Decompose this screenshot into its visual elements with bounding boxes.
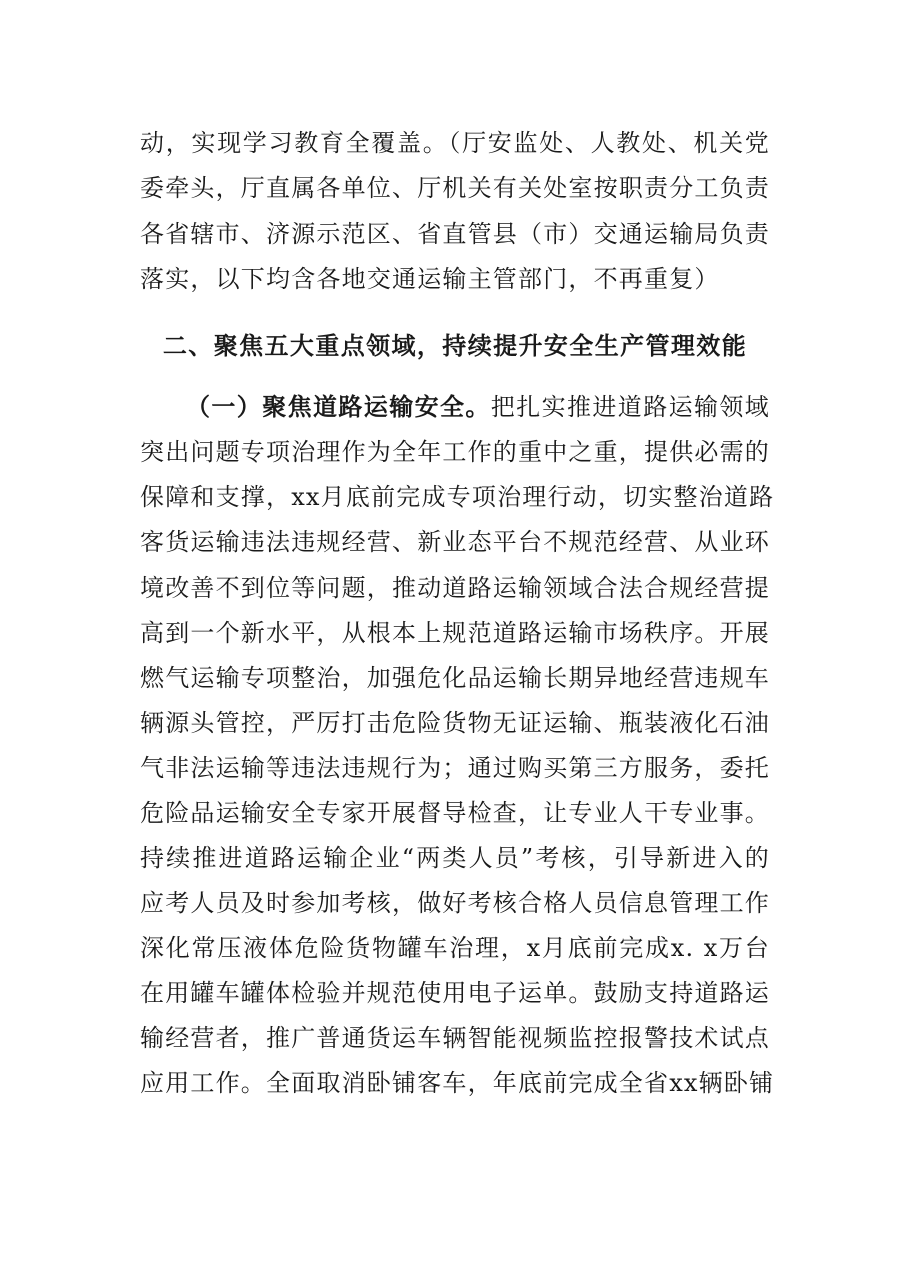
paragraph-line: 持续推进道路运输企业“两类人员”考核，引导新进入的 [140,844,770,872]
paragraph-line: 境改善不到位等问题，推动道路运输领域合法合规经营提 [140,574,770,602]
paragraph-line: 落实，以下均含各地交通运输主管部门，不再重复） [140,265,720,293]
subsection-first-line [186,385,770,429]
paragraph-line: 保障和支撑，xx月底前完成专项治理行动，切实整治道路 [140,483,775,511]
subsection-first-text: 把扎实推进道路运输领域 [490,393,770,421]
paragraph-line: 动，实现学习教育全覆盖。（厅安监处、人教处、机关党 [140,129,770,157]
paragraph-line: 突出问题专项治理作为全年工作的重中之重，提供必需的 [140,438,770,466]
paragraph-line: 各省辖市、济源示范区、省直管县（市）交通运输局负责 [140,220,770,248]
paragraph-line: 危险品运输安全专家开展督导检查，让专业人干专业事。 [140,799,770,827]
section-heading: 二、聚焦五大重点领域，持续提升安全生产管理效能 [162,331,748,360]
paragraph-line: 在用罐车罐体检验并规范使用电子运单。鼓励支持道路运 [140,979,770,1007]
paragraph-line: 应用工作。全面取消卧铺客车，年底前完成全省xx辆卧铺 [140,1069,775,1097]
paragraph-line: 高到一个新水平，从根本上规范道路运输市场秩序。开展 [140,619,770,647]
paragraph-line: 委牵头，厅直属各单位、厅机关有关处室按职责分工负责 [140,174,770,202]
paragraph-line: 辆源头管控，严厉打击危险货物无证运输、瓶装液化石油 [140,709,770,737]
paragraph-line: 输经营者，推广普通货运车辆智能视频监控报警技术试点 [140,1024,770,1052]
subsection-heading: （一）聚焦道路运输安全。 [186,392,491,421]
paragraph-line: 深化常压液体危险货物罐车治理，x月底前完成x. x万台 [140,934,770,962]
paragraph-line: 燃气运输专项整治，加强危化品运输长期异地经营违规车 [140,664,770,692]
paragraph-line: 客货运输违法违规经营、新业态平台不规范经营、从业环 [140,528,770,556]
paragraph-line: 气非法运输等违法违规行为；通过购买第三方服务，委托 [140,754,770,782]
paragraph-line: 应考人员及时参加考核，做好考核合格人员信息管理工作 [140,889,770,917]
